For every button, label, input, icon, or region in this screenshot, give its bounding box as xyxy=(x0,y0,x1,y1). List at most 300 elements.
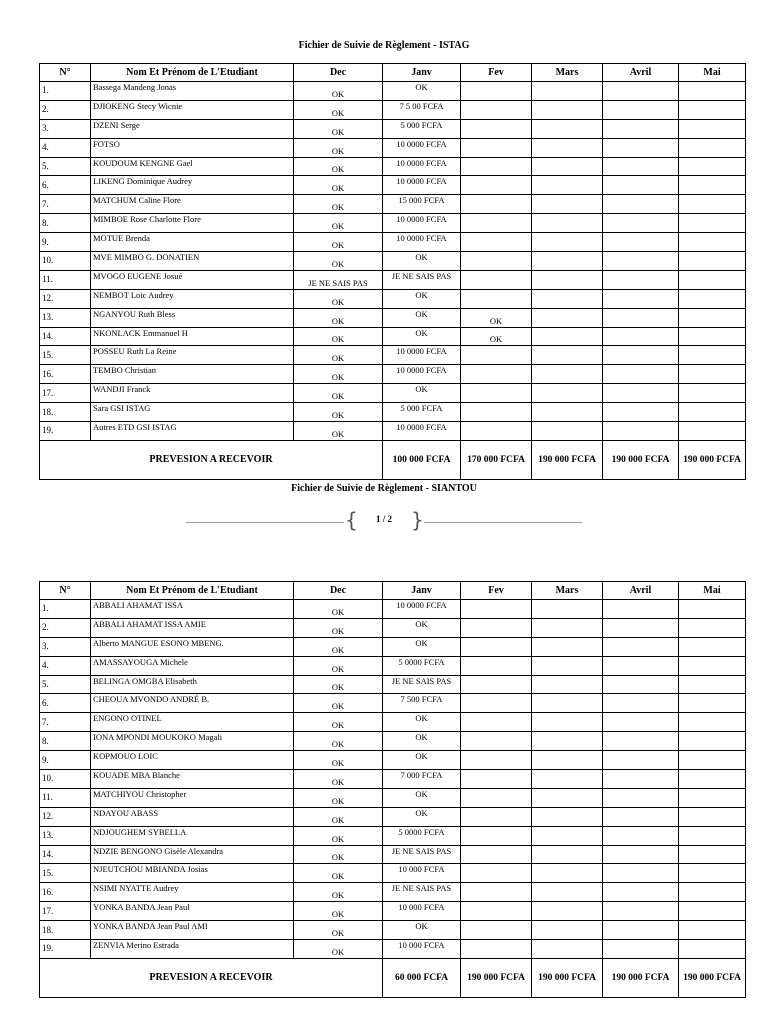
total-mai: 190 000 FCFA xyxy=(679,440,746,479)
student-name: KOUDOUM KENGNE Gael xyxy=(91,157,294,176)
total-janv: 100 000 FCFA xyxy=(383,440,461,479)
avril-cell xyxy=(603,384,679,403)
mars-cell xyxy=(532,195,603,214)
fev-cell xyxy=(461,600,532,619)
mai-cell xyxy=(679,422,746,441)
mars-cell xyxy=(532,713,603,732)
avril-cell xyxy=(603,656,679,675)
fev-cell xyxy=(461,157,532,176)
mai-cell xyxy=(679,119,746,138)
mai-cell xyxy=(679,600,746,619)
fev-cell xyxy=(461,346,532,365)
student-name: NSIMI NYATTE Audrey xyxy=(91,883,294,902)
mai-cell xyxy=(679,637,746,656)
total-label: PREVESION A RECEVOIR xyxy=(40,440,383,479)
row-number: 10. xyxy=(40,770,91,789)
mai-cell xyxy=(679,100,746,119)
header-dec: Dec xyxy=(294,582,383,600)
avril-cell xyxy=(603,422,679,441)
total-label: PREVESION A RECEVOIR xyxy=(40,958,383,997)
table-row xyxy=(40,327,746,346)
row-number: 3. xyxy=(40,637,91,656)
fev-cell: OK xyxy=(461,327,532,346)
fev-cell xyxy=(461,252,532,271)
mai-cell xyxy=(679,252,746,271)
total-janv: 60 000 FCFA xyxy=(383,958,461,997)
fev-cell xyxy=(461,940,532,959)
mars-cell xyxy=(532,346,603,365)
header-avril: Avril xyxy=(603,64,679,82)
mai-cell xyxy=(679,308,746,327)
avril-cell xyxy=(603,732,679,751)
janv-cell: 5 000 FCFA xyxy=(383,403,461,422)
janv-cell: 5 0000 FCFA xyxy=(383,826,461,845)
student-name: AMASSAYOUGA Michele xyxy=(91,656,294,675)
janv-cell: OK xyxy=(383,788,461,807)
janv-cell: 7 5 00 FCFA xyxy=(383,100,461,119)
pager-left-brace-icon: { xyxy=(345,508,358,532)
mars-cell xyxy=(532,618,603,637)
avril-cell xyxy=(603,308,679,327)
janv-cell: 7 000 FCFA xyxy=(383,770,461,789)
fev-cell xyxy=(461,214,532,233)
section-title-siantou: Fichier de Suivie de Règlement - SIANTOU xyxy=(291,483,477,494)
avril-cell xyxy=(603,713,679,732)
janv-cell: JE NE SAIS PAS xyxy=(383,845,461,864)
table-row xyxy=(40,807,746,826)
avril-cell xyxy=(603,289,679,308)
avril-cell xyxy=(603,845,679,864)
mars-cell xyxy=(532,864,603,883)
mars-cell xyxy=(532,157,603,176)
dec-cell: OK xyxy=(294,713,383,732)
fev-cell xyxy=(461,233,532,252)
student-name: IONA MPONDI MOUKOKO Magali xyxy=(91,732,294,751)
student-name: POSSEU Ruth La Reine xyxy=(91,346,294,365)
header-number: N° xyxy=(40,582,91,600)
student-name: MVOGO EUGENE Josué xyxy=(91,270,294,289)
fev-cell: OK xyxy=(461,308,532,327)
row-number: 8. xyxy=(40,214,91,233)
janv-cell: 5 000 FCFA xyxy=(383,119,461,138)
mai-cell xyxy=(679,883,746,902)
header-avril: Avril xyxy=(603,582,679,600)
dec-cell: OK xyxy=(294,732,383,751)
dec-cell: OK xyxy=(294,600,383,619)
fev-cell xyxy=(461,384,532,403)
pager-right-brace-icon: } xyxy=(411,508,424,532)
dec-cell: OK xyxy=(294,845,383,864)
fev-cell xyxy=(461,751,532,770)
mai-cell xyxy=(679,770,746,789)
dec-cell: OK xyxy=(294,308,383,327)
fev-cell xyxy=(461,675,532,694)
table-row xyxy=(40,214,746,233)
dec-cell: OK xyxy=(294,327,383,346)
mars-cell xyxy=(532,422,603,441)
avril-cell xyxy=(603,119,679,138)
mai-cell xyxy=(679,82,746,101)
mars-cell xyxy=(532,826,603,845)
table-row xyxy=(40,270,746,289)
mars-cell xyxy=(532,637,603,656)
table-row xyxy=(40,618,746,637)
avril-cell xyxy=(603,346,679,365)
avril-cell xyxy=(603,940,679,959)
row-number: 15. xyxy=(40,864,91,883)
table-row xyxy=(40,788,746,807)
student-name: Bassega Mandeng Jonas xyxy=(91,82,294,101)
row-number: 17. xyxy=(40,384,91,403)
janv-cell: 10 0000 FCFA xyxy=(383,346,461,365)
avril-cell xyxy=(603,826,679,845)
mai-cell xyxy=(679,365,746,384)
row-number: 6. xyxy=(40,694,91,713)
row-number: 3. xyxy=(40,119,91,138)
mars-cell xyxy=(532,883,603,902)
avril-cell xyxy=(603,138,679,157)
avril-cell xyxy=(603,807,679,826)
mars-cell xyxy=(532,732,603,751)
dec-cell: OK xyxy=(294,138,383,157)
student-name: NDZIE BENGONO Gisèle Alexandra xyxy=(91,845,294,864)
mai-cell xyxy=(679,176,746,195)
student-name: NDAYOU ABASS xyxy=(91,807,294,826)
fev-cell xyxy=(461,100,532,119)
avril-cell xyxy=(603,600,679,619)
table-row xyxy=(40,656,746,675)
student-name: ZENVIA Merino Estrada xyxy=(91,940,294,959)
fev-cell xyxy=(461,637,532,656)
fev-cell xyxy=(461,713,532,732)
dec-cell: OK xyxy=(294,675,383,694)
table-row xyxy=(40,637,746,656)
header-student-name: Nom Et Prénom de L'Etudiant xyxy=(91,64,294,82)
mai-cell xyxy=(679,713,746,732)
fev-cell xyxy=(461,656,532,675)
header-student-name: Nom Et Prénom de L'Etudiant xyxy=(91,582,294,600)
dec-cell: OK xyxy=(294,403,383,422)
student-name: MATCHIYOU Christopher xyxy=(91,788,294,807)
mai-cell xyxy=(679,694,746,713)
fev-cell xyxy=(461,770,532,789)
student-name: KOUADE MBA Blanche xyxy=(91,770,294,789)
avril-cell xyxy=(603,100,679,119)
row-number: 16. xyxy=(40,365,91,384)
janv-cell: 10 0000 FCFA xyxy=(383,233,461,252)
student-name: ABBALI AHAMAT ISSA AMIE xyxy=(91,618,294,637)
mai-cell xyxy=(679,195,746,214)
table-row xyxy=(40,713,746,732)
mars-cell xyxy=(532,656,603,675)
avril-cell xyxy=(603,675,679,694)
row-number: 10. xyxy=(40,252,91,271)
row-number: 2. xyxy=(40,100,91,119)
avril-cell xyxy=(603,902,679,921)
mars-cell xyxy=(532,694,603,713)
table-row xyxy=(40,921,746,940)
dec-cell: OK xyxy=(294,618,383,637)
table-row xyxy=(40,365,746,384)
fev-cell xyxy=(461,270,532,289)
mars-cell xyxy=(532,770,603,789)
mars-cell xyxy=(532,252,603,271)
janv-cell: OK xyxy=(383,751,461,770)
table-row xyxy=(40,100,746,119)
student-name: MVE MIMBO G. DONATIEN xyxy=(91,252,294,271)
dec-cell: OK xyxy=(294,384,383,403)
student-name: BELINGA OMGBA Elisabeth xyxy=(91,675,294,694)
mai-cell xyxy=(679,270,746,289)
dec-cell: OK xyxy=(294,233,383,252)
page-number: 1 / 2 xyxy=(375,514,392,524)
avril-cell xyxy=(603,214,679,233)
row-number: 19. xyxy=(40,940,91,959)
row-number: 6. xyxy=(40,176,91,195)
dec-cell: OK xyxy=(294,770,383,789)
dec-cell: OK xyxy=(294,195,383,214)
pager-divider-right xyxy=(424,522,582,523)
student-name: YONKA BANDA Jean Paul AMI xyxy=(91,921,294,940)
row-number: 7. xyxy=(40,195,91,214)
student-name: MOTUE Brenda xyxy=(91,233,294,252)
dec-cell: OK xyxy=(294,921,383,940)
row-number: 8. xyxy=(40,732,91,751)
fev-cell xyxy=(461,618,532,637)
dec-cell: OK xyxy=(294,365,383,384)
student-name: NEMBOT Loic Audrey xyxy=(91,289,294,308)
total-fev: 170 000 FCFA xyxy=(461,440,532,479)
section-title-istag: Fichier de Suivie de Règlement - ISTAG xyxy=(298,40,470,51)
dec-cell: OK xyxy=(294,346,383,365)
table-row xyxy=(40,119,746,138)
dec-cell: OK xyxy=(294,826,383,845)
janv-cell: 10 0000 FCFA xyxy=(383,176,461,195)
header-fev: Fev xyxy=(461,582,532,600)
table-row xyxy=(40,308,746,327)
janv-cell: 10 0000 FCFA xyxy=(383,600,461,619)
row-number: 2. xyxy=(40,618,91,637)
page-indicator xyxy=(0,509,768,531)
dec-cell: OK xyxy=(294,864,383,883)
mars-cell xyxy=(532,384,603,403)
student-name: DJIOKENG Stecy Wicnie xyxy=(91,100,294,119)
mars-cell xyxy=(532,138,603,157)
fev-cell xyxy=(461,807,532,826)
student-name: YONKA BANDA Jean Paul xyxy=(91,902,294,921)
dec-cell: OK xyxy=(294,637,383,656)
header-mars: Mars xyxy=(532,64,603,82)
janv-cell: JE NE SAIS PAS xyxy=(383,883,461,902)
mars-cell xyxy=(532,214,603,233)
row-number: 11. xyxy=(40,788,91,807)
mars-cell xyxy=(532,119,603,138)
mars-cell xyxy=(532,940,603,959)
mai-cell xyxy=(679,346,746,365)
mai-cell xyxy=(679,403,746,422)
fev-cell xyxy=(461,82,532,101)
janv-cell: 7 500 FCFA xyxy=(383,694,461,713)
table-row xyxy=(40,233,746,252)
student-name: FOTSO xyxy=(91,138,294,157)
student-name: Alberto MANGUE ESONO MBENG. xyxy=(91,637,294,656)
student-name: WANDJI Franck xyxy=(91,384,294,403)
mars-cell xyxy=(532,289,603,308)
row-number: 15. xyxy=(40,346,91,365)
avril-cell xyxy=(603,82,679,101)
header-mars: Mars xyxy=(532,582,603,600)
table-row xyxy=(40,902,746,921)
table-row xyxy=(40,422,746,441)
dec-cell: OK xyxy=(294,902,383,921)
dec-cell: OK xyxy=(294,252,383,271)
table-row xyxy=(40,675,746,694)
total-fev: 190 000 FCFA xyxy=(461,958,532,997)
table-row xyxy=(40,600,746,619)
janv-cell: OK xyxy=(383,289,461,308)
total-mai: 190 000 FCFA xyxy=(679,958,746,997)
table-row xyxy=(40,252,746,271)
row-number: 19. xyxy=(40,422,91,441)
janv-cell: OK xyxy=(383,618,461,637)
row-number: 12. xyxy=(40,289,91,308)
row-number: 4. xyxy=(40,138,91,157)
janv-cell: 10 0000 FCFA xyxy=(383,157,461,176)
janv-cell: OK xyxy=(383,713,461,732)
table-row xyxy=(40,138,746,157)
mai-cell xyxy=(679,327,746,346)
dec-cell: OK xyxy=(294,940,383,959)
dec-cell: OK xyxy=(294,176,383,195)
row-number: 9. xyxy=(40,751,91,770)
avril-cell xyxy=(603,327,679,346)
fev-cell xyxy=(461,694,532,713)
pager-divider-left xyxy=(186,522,344,523)
janv-cell: OK xyxy=(383,252,461,271)
fev-cell xyxy=(461,902,532,921)
mai-cell xyxy=(679,384,746,403)
dec-cell: OK xyxy=(294,883,383,902)
dec-cell: OK xyxy=(294,422,383,441)
mars-cell xyxy=(532,233,603,252)
mai-cell xyxy=(679,807,746,826)
avril-cell xyxy=(603,403,679,422)
table-row xyxy=(40,883,746,902)
janv-cell: 10 000 FCFA xyxy=(383,940,461,959)
janv-cell: 10 0000 FCFA xyxy=(383,422,461,441)
student-name: LIKENG Dominique Audrey xyxy=(91,176,294,195)
table-row xyxy=(40,195,746,214)
row-number: 4. xyxy=(40,656,91,675)
fev-cell xyxy=(461,365,532,384)
mars-cell xyxy=(532,807,603,826)
mai-cell xyxy=(679,233,746,252)
row-number: 7. xyxy=(40,713,91,732)
fev-cell xyxy=(461,732,532,751)
janv-cell: OK xyxy=(383,384,461,403)
dec-cell: OK xyxy=(294,214,383,233)
row-number: 1. xyxy=(40,82,91,101)
janv-cell: 10 0000 FCFA xyxy=(383,365,461,384)
janv-cell: OK xyxy=(383,921,461,940)
student-name: ENGONO OTINEL xyxy=(91,713,294,732)
mai-cell xyxy=(679,940,746,959)
fev-cell xyxy=(461,119,532,138)
mai-cell xyxy=(679,732,746,751)
mars-cell xyxy=(532,845,603,864)
table-row xyxy=(40,826,746,845)
mai-cell xyxy=(679,289,746,308)
mai-cell xyxy=(679,864,746,883)
row-number: 11. xyxy=(40,270,91,289)
table-row xyxy=(40,940,746,959)
fev-cell xyxy=(461,864,532,883)
dec-cell: OK xyxy=(294,788,383,807)
table-row xyxy=(40,845,746,864)
avril-cell xyxy=(603,365,679,384)
mai-cell xyxy=(679,138,746,157)
janv-cell: OK xyxy=(383,807,461,826)
avril-cell xyxy=(603,883,679,902)
janv-cell: 10 000 FCFA xyxy=(383,902,461,921)
row-number: 9. xyxy=(40,233,91,252)
student-name: CHEOUA MVONDO ANDRÉ B. xyxy=(91,694,294,713)
total-row xyxy=(40,440,746,479)
row-number: 14. xyxy=(40,327,91,346)
row-number: 13. xyxy=(40,826,91,845)
payment-table-siantou xyxy=(39,581,746,998)
avril-cell xyxy=(603,921,679,940)
mai-cell xyxy=(679,214,746,233)
dec-cell: OK xyxy=(294,694,383,713)
mars-cell xyxy=(532,751,603,770)
mai-cell xyxy=(679,788,746,807)
mai-cell xyxy=(679,675,746,694)
janv-cell: OK xyxy=(383,637,461,656)
avril-cell xyxy=(603,195,679,214)
table-row xyxy=(40,384,746,403)
fev-cell xyxy=(461,195,532,214)
avril-cell xyxy=(603,176,679,195)
student-name: NGANYOU Ruth Bless xyxy=(91,308,294,327)
student-name: NKONLACK Emmanuel H xyxy=(91,327,294,346)
janv-cell: 10 0000 FCFA xyxy=(383,214,461,233)
janv-cell: JE NE SAIS PAS xyxy=(383,675,461,694)
mars-cell xyxy=(532,600,603,619)
row-number: 12. xyxy=(40,807,91,826)
total-row xyxy=(40,958,746,997)
mars-cell xyxy=(532,921,603,940)
janv-cell: 10 000 FCFA xyxy=(383,864,461,883)
fev-cell xyxy=(461,845,532,864)
header-janv: Janv xyxy=(383,64,461,82)
avril-cell xyxy=(603,770,679,789)
table-row xyxy=(40,751,746,770)
mars-cell xyxy=(532,902,603,921)
janv-cell: 10 0000 FCFA xyxy=(383,138,461,157)
dec-cell: OK xyxy=(294,100,383,119)
row-number: 18. xyxy=(40,403,91,422)
mars-cell xyxy=(532,327,603,346)
janv-cell: JE NE SAIS PAS xyxy=(383,270,461,289)
row-number: 18. xyxy=(40,921,91,940)
total-mars: 190 000 FCFA xyxy=(532,440,603,479)
mars-cell xyxy=(532,788,603,807)
fev-cell xyxy=(461,176,532,195)
janv-cell: OK xyxy=(383,82,461,101)
mai-cell xyxy=(679,902,746,921)
dec-cell: OK xyxy=(294,656,383,675)
